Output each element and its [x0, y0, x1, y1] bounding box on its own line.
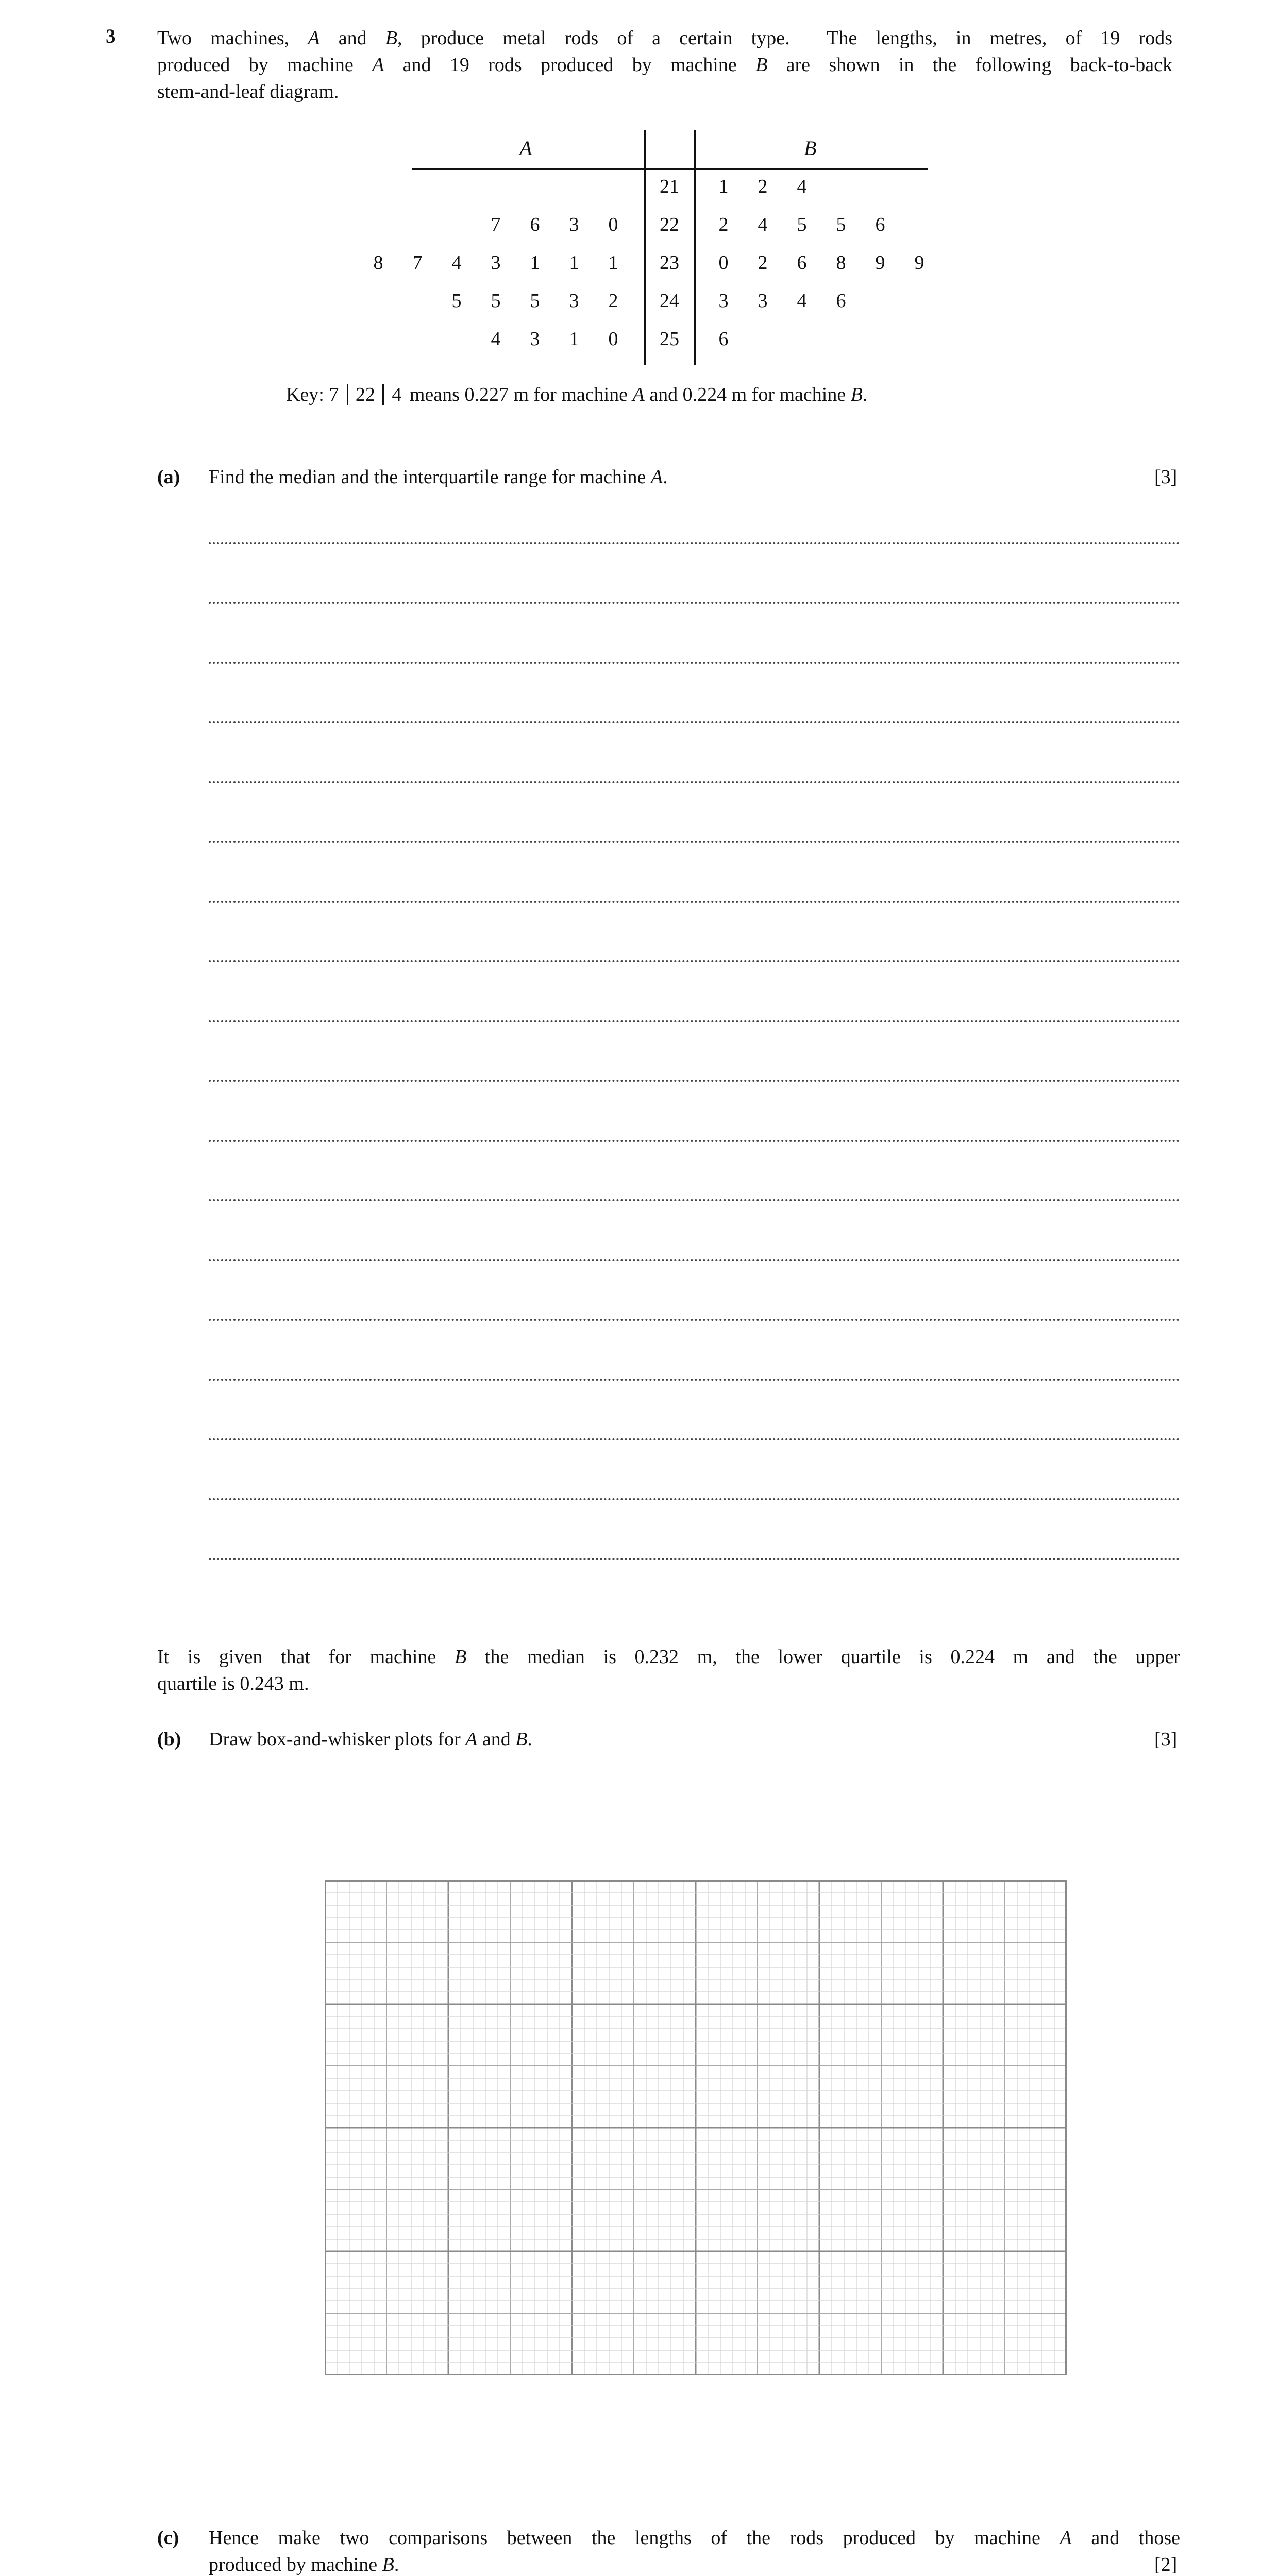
part-a-text: Find the median and the interquartile range for machine	[209, 466, 646, 488]
answer-line[interactable]	[209, 960, 1180, 962]
key-machine-a: A	[632, 384, 645, 405]
answer-line[interactable]	[209, 1498, 1180, 1500]
stem-leaf-header-rule	[412, 168, 928, 170]
answer-line[interactable]	[209, 841, 1180, 843]
answer-line[interactable]	[209, 1199, 1180, 1201]
answer-line[interactable]	[209, 781, 1180, 783]
leaf-a: 6	[530, 214, 540, 235]
part-c-line-2	[209, 2551, 1180, 2576]
given-b-machine: B	[455, 1646, 467, 1668]
stem-leaf-key	[286, 381, 867, 408]
answer-line[interactable]	[209, 1020, 1180, 1022]
leaf-a: 8	[373, 252, 383, 274]
part-c-start: Hence make two comparisons between the lengths of the rods produced by machine	[209, 2527, 1040, 2549]
stem-leaf-header-b: B	[804, 137, 817, 160]
leaf-b: 8	[836, 252, 846, 274]
graph-paper-svg[interactable]	[325, 1880, 1067, 2375]
leaf-a: 1	[569, 252, 579, 274]
answer-line[interactable]	[209, 1259, 1180, 1261]
part-b-and: and	[482, 1728, 511, 1750]
leaf-a: 7	[412, 252, 423, 274]
part-c-machine-b: B	[382, 2554, 394, 2575]
leaf-b: 5	[797, 214, 807, 235]
answer-line[interactable]	[209, 901, 1180, 903]
part-c-line-1	[209, 2524, 1180, 2551]
stem-23: 23	[660, 252, 679, 274]
answer-line[interactable]	[209, 662, 1180, 664]
intro-line-1: Two machines, A and B, produce metal rods of a certain type. The lengths, in metres, of 19 rods	[157, 27, 1172, 49]
leaf-a: 3	[569, 214, 579, 235]
key-meaning-mid: and 0.224 m for machine	[649, 384, 846, 405]
leaf-b: 4	[797, 290, 807, 312]
leaf-a: 3	[491, 252, 501, 274]
stem-21: 21	[660, 176, 679, 197]
answer-line[interactable]	[209, 1379, 1180, 1381]
part-b-machine-a: A	[465, 1728, 478, 1750]
given-b-info	[157, 1643, 1180, 1697]
answer-line[interactable]	[209, 1080, 1180, 1082]
part-a-end: .	[663, 466, 668, 488]
given-b-start: It is given that for machine	[157, 1646, 436, 1668]
part-c-line2-start: produced by machine	[209, 2554, 378, 2575]
answer-line[interactable]	[209, 1319, 1180, 1321]
intro-line-2: produced by machine A and 19 rods produced by machine B are shown in the following back-to-back	[157, 54, 1172, 76]
leaf-a: 0	[608, 328, 618, 350]
leaf-b: 1	[718, 176, 729, 197]
key-meaning-end: .	[862, 384, 868, 405]
key-stem: 22	[347, 384, 384, 405]
part-b-end: .	[527, 1728, 532, 1750]
stem-25: 25	[660, 328, 679, 350]
question-intro	[157, 25, 1172, 105]
leaf-b: 4	[758, 214, 768, 235]
part-c-label: (c)	[157, 2527, 179, 2549]
leaf-b: 2	[718, 214, 729, 235]
stem-leaf-header-a: A	[519, 137, 532, 160]
stem-24: 24	[660, 290, 679, 312]
leaf-b: 6	[836, 290, 846, 312]
leaf-a: 7	[491, 214, 501, 235]
leaf-b: 9	[875, 252, 885, 274]
leaf-a: 5	[530, 290, 540, 312]
intro-line-3: stem-and-leaf diagram.	[157, 81, 339, 103]
graph-paper-grid[interactable]	[325, 1880, 1067, 2375]
leaf-a: 1	[569, 328, 579, 350]
given-b-end: the median is 0.232 m, the lower quartile is 0.224 m and the upper	[484, 1646, 1180, 1668]
leaf-a: 3	[569, 290, 579, 312]
given-b-line-2: quartile is 0.243 m.	[157, 1673, 309, 1694]
leaf-b: 6	[718, 328, 729, 350]
key-prefix: Key:	[286, 384, 324, 405]
leaf-b: 3	[758, 290, 768, 312]
part-b-question	[209, 1726, 532, 1753]
leaf-b: 3	[718, 290, 729, 312]
part-a-label: (a)	[157, 466, 180, 488]
stem-leaf-right-divider	[694, 130, 696, 365]
key-leaf-right: 4	[392, 384, 402, 405]
leaf-a: 1	[530, 252, 540, 274]
answer-line[interactable]	[209, 1558, 1180, 1560]
key-leaf-left: 7	[329, 384, 339, 405]
key-machine-b: B	[850, 384, 863, 405]
part-a-question	[209, 464, 668, 490]
part-a-machine: A	[650, 466, 663, 488]
leaf-b: 6	[797, 252, 807, 274]
part-b-machine-b: B	[515, 1728, 528, 1750]
leaf-a: 5	[491, 290, 501, 312]
part-b-text: Draw box-and-whisker plots for	[209, 1728, 461, 1750]
question-number: 3	[106, 25, 116, 47]
leaf-b: 0	[718, 252, 729, 274]
leaf-a: 4	[491, 328, 501, 350]
leaf-b: 2	[758, 252, 768, 274]
leaf-a: 5	[451, 290, 462, 312]
leaf-a: 3	[530, 328, 540, 350]
stem-leaf-left-divider	[644, 130, 646, 365]
part-c-marks: [2]	[1154, 2554, 1178, 2575]
answer-line[interactable]	[209, 602, 1180, 604]
part-c-question	[209, 2524, 1180, 2576]
answer-line[interactable]	[209, 542, 1180, 544]
answer-line[interactable]	[209, 1438, 1180, 1440]
part-c-machine-a: A	[1060, 2527, 1072, 2549]
leaf-b: 4	[797, 176, 807, 197]
answer-line[interactable]	[209, 1140, 1180, 1142]
leaf-a: 4	[451, 252, 462, 274]
key-meaning-start: means 0.227 m for machine	[409, 384, 628, 405]
given-b-line-1	[157, 1643, 1180, 1670]
leaf-a: 1	[608, 252, 618, 274]
leaf-b: 5	[836, 214, 846, 235]
part-c-line2-end: .	[394, 2554, 399, 2575]
leaf-a: 0	[608, 214, 618, 235]
leaf-b: 6	[875, 214, 885, 235]
leaf-b: 2	[758, 176, 768, 197]
part-a-marks: [3]	[1154, 466, 1178, 488]
answer-line[interactable]	[209, 721, 1180, 723]
stem-22: 22	[660, 214, 679, 235]
part-c-line1-end: and those	[1091, 2527, 1181, 2549]
leaf-b: 9	[914, 252, 924, 274]
part-b-label: (b)	[157, 1728, 181, 1750]
part-b-marks: [3]	[1154, 1728, 1178, 1750]
leaf-a: 2	[608, 290, 618, 312]
